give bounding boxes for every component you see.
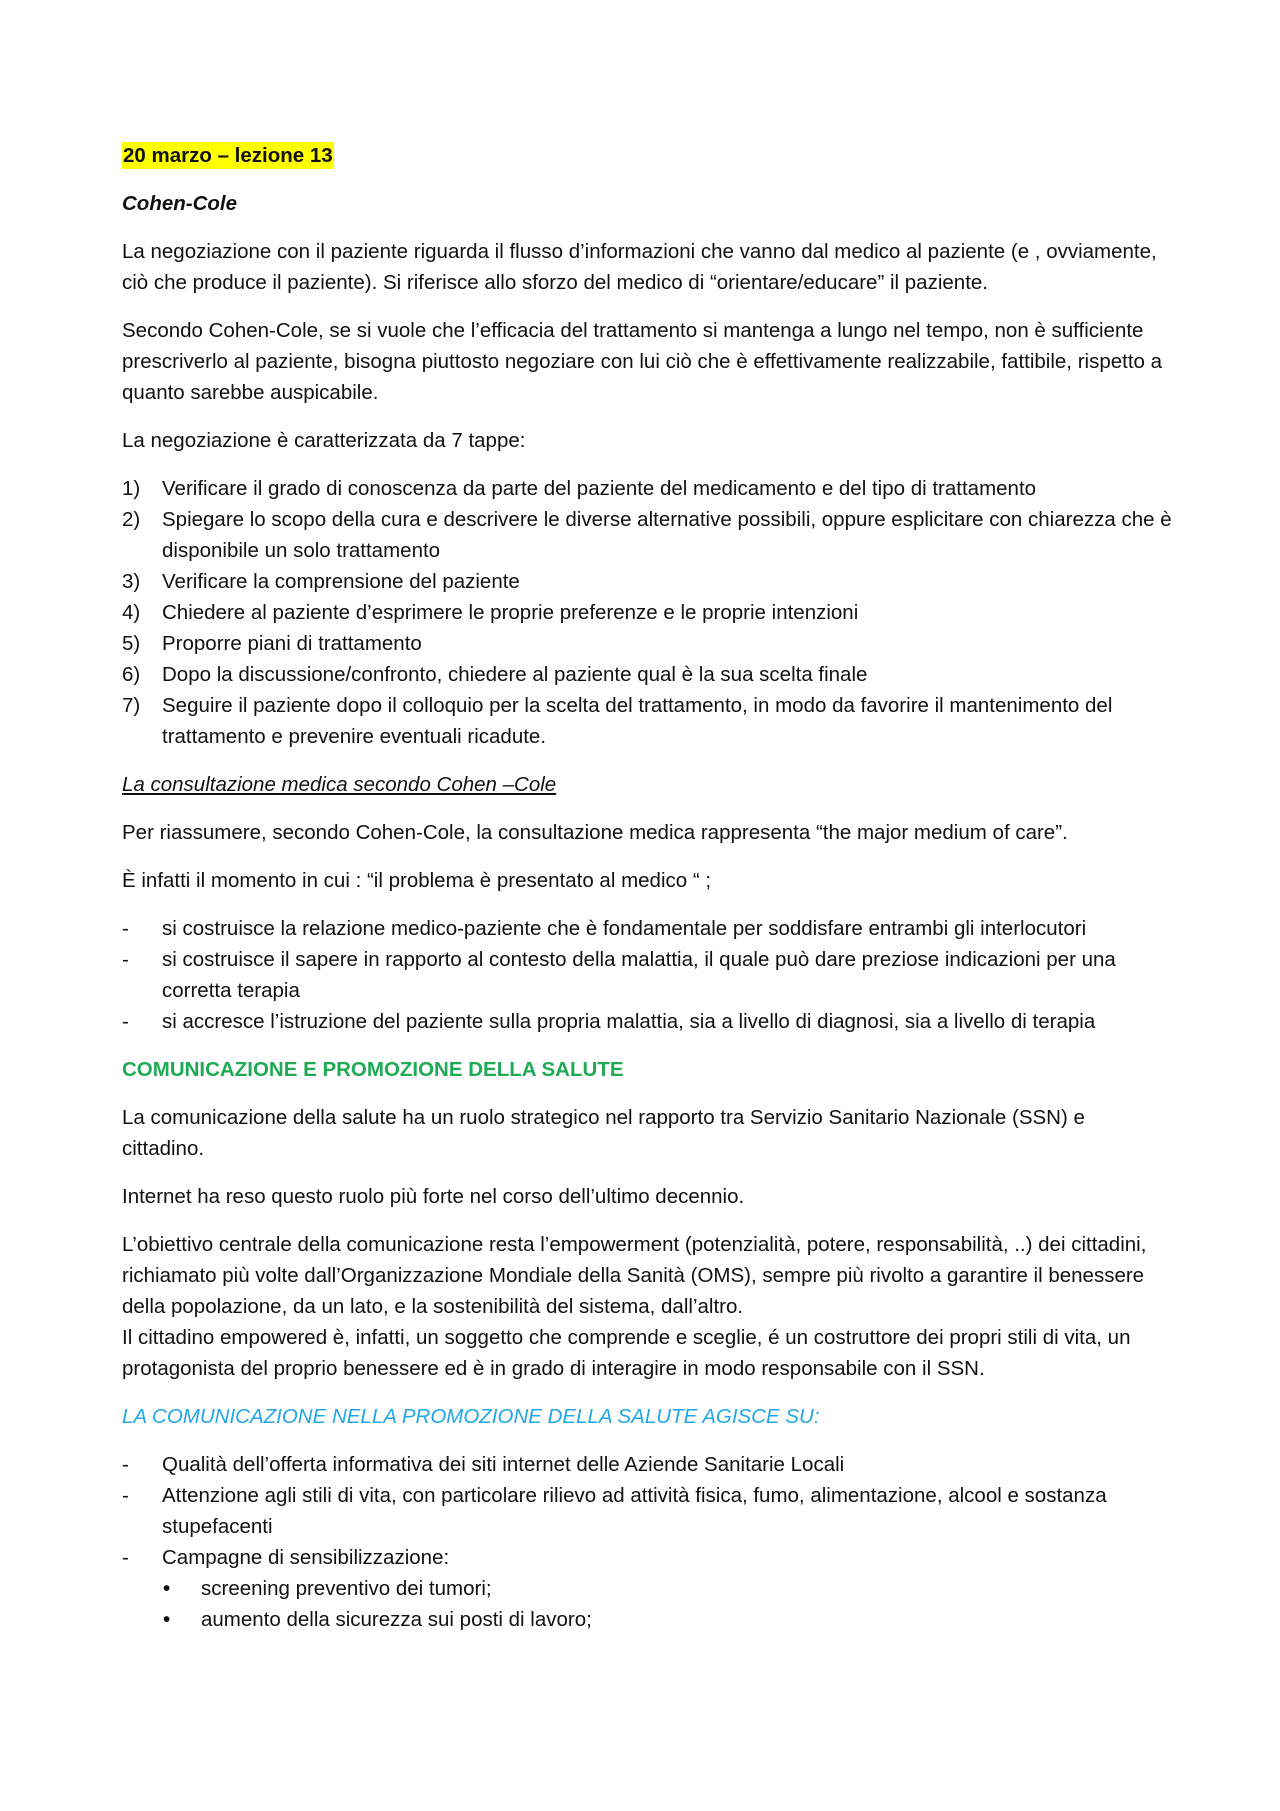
list-item-text: Verificare la comprensione del paziente bbox=[162, 570, 520, 593]
list-number: 6) bbox=[122, 663, 141, 686]
section-subtitle: Cohen-Cole bbox=[122, 192, 238, 215]
bullet-icon: • bbox=[163, 1608, 171, 1631]
dash-marker: - bbox=[122, 917, 129, 940]
promotion-heading: LA COMUNICAZIONE NELLA PROMOZIONE DELLA SALUTE AGISCE SU: bbox=[122, 1405, 820, 1428]
list-item bbox=[122, 659, 1172, 690]
dash-marker: - bbox=[122, 1010, 129, 1033]
list-item bbox=[122, 597, 1172, 628]
paragraph: La negoziazione è caratterizzata da 7 tappe: bbox=[122, 429, 526, 452]
negotiation-steps-list bbox=[122, 473, 1172, 752]
consultation-list bbox=[122, 913, 1172, 1037]
paragraph: Secondo Cohen-Cole, se si vuole che l’efficacia del trattamento si mantenga a lungo nel tempo, non è sufficiente prescriverlo al paziente, bisogna piuttosto negoziare con lui ciò che è effettivamente realizzabile, fattibile, rispetto a quanto sarebbe auspicabile. bbox=[122, 319, 1163, 404]
list-item bbox=[122, 944, 1172, 1006]
paragraph: È infatti il momento in cui : “il problema è presentato al medico “ ; bbox=[122, 869, 712, 892]
list-number: 5) bbox=[122, 632, 141, 655]
bullet-icon: • bbox=[163, 1577, 171, 1600]
list-item-text: Campagne di sensibilizzazione: bbox=[162, 1546, 450, 1569]
list-item bbox=[122, 1480, 1172, 1542]
lesson-title: 20 marzo – lezione 13 bbox=[123, 144, 333, 167]
document-page bbox=[122, 140, 1172, 1635]
list-item-text: Attenzione agli stili di vita, con particolare rilievo ad attività fisica, fumo, alimentazione, alcool e sostanza stupefacenti bbox=[162, 1484, 1107, 1538]
lesson-title-line bbox=[122, 140, 1172, 171]
list-item-text: Spiegare lo scopo della cura e descrivere le diverse alternative possibili, oppure esplicitare con chiarezza che è disponibile un solo trattamento bbox=[162, 508, 1172, 562]
list-item-text: Seguire il paziente dopo il colloquio per la scelta del trattamento, in modo da favorire il mantenimento del trattamento e prevenire eventuali ricadute. bbox=[162, 694, 1113, 748]
paragraph: La negoziazione con il paziente riguarda il flusso d’informazioni che vanno dal medico al paziente (e , ovviamente, ciò che produce il paziente). Si riferisce allo sforzo del medico di “orientare/educare” il paziente. bbox=[122, 240, 1157, 294]
list-item-text: si costruisce il sapere in rapporto al contesto della malattia, il quale può dare preziose indicazioni per una corretta terapia bbox=[162, 948, 1116, 1002]
list-number: 7) bbox=[122, 694, 141, 717]
list-item bbox=[122, 1542, 1172, 1573]
promotion-list bbox=[122, 1449, 1172, 1573]
list-number: 4) bbox=[122, 601, 141, 624]
list-number: 2) bbox=[122, 508, 141, 531]
empowerment-paragraph bbox=[122, 1229, 1172, 1384]
list-item bbox=[122, 628, 1172, 659]
paragraph-line: L’obiettivo centrale della comunicazione resta l’empowerment (potenzialità, potere, responsabilità, ..) dei cittadini, richiamato più volte dall’Organizzazione Mondiale della Sanità (OMS), sempre più rivolto a garantire il benessere della popolazione, da un lato, e la sostenibilità del sistema, dall’altro. bbox=[122, 1233, 1147, 1318]
dash-marker: - bbox=[122, 948, 129, 971]
list-item-text: screening preventivo dei tumori; bbox=[201, 1577, 492, 1600]
list-number: 1) bbox=[122, 477, 141, 500]
list-item bbox=[122, 913, 1172, 944]
section-heading: COMUNICAZIONE E PROMOZIONE DELLA SALUTE bbox=[122, 1058, 624, 1081]
list-item-text: Proporre piani di trattamento bbox=[162, 632, 422, 655]
consultation-heading: La consultazione medica secondo Cohen –Cole bbox=[122, 773, 557, 796]
list-item-text: Qualità dell’offerta informativa dei siti internet delle Aziende Sanitarie Locali bbox=[162, 1453, 845, 1476]
list-item bbox=[122, 1604, 1172, 1635]
campaign-sublist bbox=[122, 1573, 1172, 1635]
list-item-text: si accresce l’istruzione del paziente sulla propria malattia, sia a livello di diagnosi, sia a livello di terapia bbox=[162, 1010, 1096, 1033]
list-item bbox=[122, 473, 1172, 504]
list-item bbox=[122, 504, 1172, 566]
list-item-text: aumento della sicurezza sui posti di lavoro; bbox=[201, 1608, 592, 1631]
paragraph: La comunicazione della salute ha un ruolo strategico nel rapporto tra Servizio Sanitario Nazionale (SSN) e cittadino. bbox=[122, 1106, 1085, 1160]
list-item bbox=[122, 1449, 1172, 1480]
paragraph-line: Il cittadino empowered è, infatti, un soggetto che comprende e sceglie, é un costruttore dei propri stili di vita, un protagonista del proprio benessere ed è in grado di interagire in modo responsabile con il SSN. bbox=[122, 1326, 1131, 1380]
dash-marker: - bbox=[122, 1484, 129, 1507]
dash-marker: - bbox=[122, 1453, 129, 1476]
dash-marker: - bbox=[122, 1546, 129, 1569]
list-item bbox=[122, 566, 1172, 597]
paragraph: Internet ha reso questo ruolo più forte nel corso dell’ultimo decennio. bbox=[122, 1185, 745, 1208]
list-number: 3) bbox=[122, 570, 141, 593]
list-item-text: si costruisce la relazione medico-paziente che è fondamentale per soddisfare entrambi gli interlocutori bbox=[162, 917, 1087, 940]
list-item-text: Verificare il grado di conoscenza da parte del paziente del medicamento e del tipo di trattamento bbox=[162, 477, 1037, 500]
paragraph: Per riassumere, secondo Cohen-Cole, la consultazione medica rappresenta “the major medium of care”. bbox=[122, 821, 1068, 844]
list-item bbox=[122, 690, 1172, 752]
list-item-text: Dopo la discussione/confronto, chiedere al paziente qual è la sua scelta finale bbox=[162, 663, 868, 686]
list-item-text: Chiedere al paziente d’esprimere le proprie preferenze e le proprie intenzioni bbox=[162, 601, 859, 624]
list-item bbox=[122, 1006, 1172, 1037]
list-item bbox=[122, 1573, 1172, 1604]
